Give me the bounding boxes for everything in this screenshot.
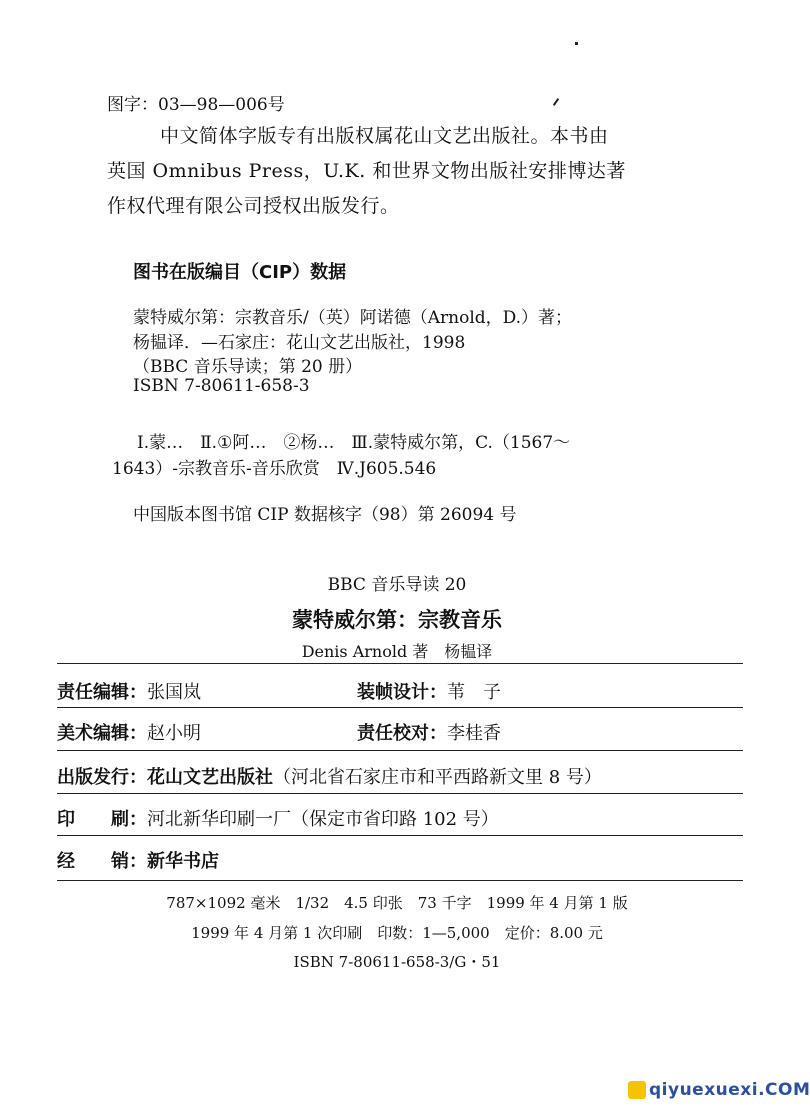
publisher-name: 花山文艺出版社 xyxy=(147,767,273,788)
credit-design xyxy=(357,678,501,704)
cip-line: （BBC 音乐导读；第 20 册） xyxy=(133,357,363,377)
cip-line: 蒙特威尔第：宗教音乐/（英）阿诺德（Arnold，D.）著； xyxy=(133,308,573,328)
credit-value: 河北新华印刷一厂（保定市省印路 102 号） xyxy=(147,809,499,830)
cip-classification-cont: 1643）-宗教音乐-音乐欣赏 Ⅳ.J605.546 xyxy=(112,459,437,479)
cip-line: 杨韫译．—石家庄：花山文艺出版社，1998 xyxy=(133,333,466,353)
credit-label: 印 刷： xyxy=(57,809,147,830)
publisher-address: （河北省石家庄市和平西路新文里 8 号） xyxy=(273,767,602,788)
cip-classification: Ⅰ.蒙… Ⅱ.①阿… ②杨… Ⅲ.蒙特威尔第，C.（1567～ xyxy=(137,433,571,453)
credit-distributor xyxy=(57,847,219,873)
credit-proofreader xyxy=(357,719,501,745)
rights-statement-line-3: 作权代理有限公司授权出版发行。 xyxy=(107,195,400,217)
divider xyxy=(57,835,743,836)
divider xyxy=(57,880,743,881)
credit-value: 张国岚 xyxy=(147,682,201,703)
credit-label: 装帧设计： xyxy=(357,682,447,703)
scan-speck xyxy=(575,42,578,45)
cip-isbn: ISBN 7-80611-658-3 xyxy=(133,376,310,396)
author-translator: Denis Arnold 著 杨韫译 xyxy=(301,642,493,661)
book-title: 蒙特威尔第：宗教音乐 xyxy=(292,608,502,632)
credit-label: 美术编辑： xyxy=(57,723,147,744)
credit-editor xyxy=(57,678,201,704)
credit-label: 责任校对： xyxy=(357,723,447,744)
credit-label: 出版发行： xyxy=(57,767,147,788)
cip-record-number: 中国版本图书馆 CIP 数据核字（98）第 26094 号 xyxy=(133,505,517,525)
rights-statement-line-1: 中文简体字版专有出版权属花山文艺出版社。本书由 xyxy=(160,125,609,147)
divider xyxy=(57,750,743,751)
rights-statement-line-2: 英国 Omnibus Press，U.K. 和世界文物出版社安排博达著 xyxy=(107,160,626,182)
watermark-text: qiyuexuexi.COM xyxy=(649,1080,810,1100)
divider xyxy=(57,793,743,794)
scan-speck xyxy=(553,98,559,106)
divider xyxy=(57,663,743,664)
series-name: BBC 音乐导读 20 xyxy=(327,575,467,595)
credit-art-editor xyxy=(57,719,201,745)
credit-printer xyxy=(57,805,499,831)
credit-value: 苇 子 xyxy=(447,682,501,703)
cip-heading: 图书在版编目（CIP）数据 xyxy=(133,262,347,283)
credit-value: 赵小明 xyxy=(147,723,201,744)
spec-format: 787×1092 毫米 1/32 4.5 印张 73 千字 1999 年 4 月第 1 版 xyxy=(166,894,628,912)
spec-printing: 1999 年 4 月第 1 次印刷 印数：1—5,000 定价：8.00 元 xyxy=(191,924,603,942)
watermark xyxy=(628,1080,810,1100)
credit-label: 经 销： xyxy=(57,851,147,872)
spec-isbn: ISBN 7-80611-658-3/G・51 xyxy=(293,953,501,971)
divider xyxy=(57,707,743,708)
credit-value: 新华书店 xyxy=(147,851,219,872)
credit-label: 责任编辑： xyxy=(57,682,147,703)
credit-value: 李桂香 xyxy=(447,723,501,744)
watermark-logo-icon xyxy=(628,1081,646,1099)
credit-publisher xyxy=(57,763,602,789)
registration-number: 图字：03—98—006号 xyxy=(107,95,285,115)
